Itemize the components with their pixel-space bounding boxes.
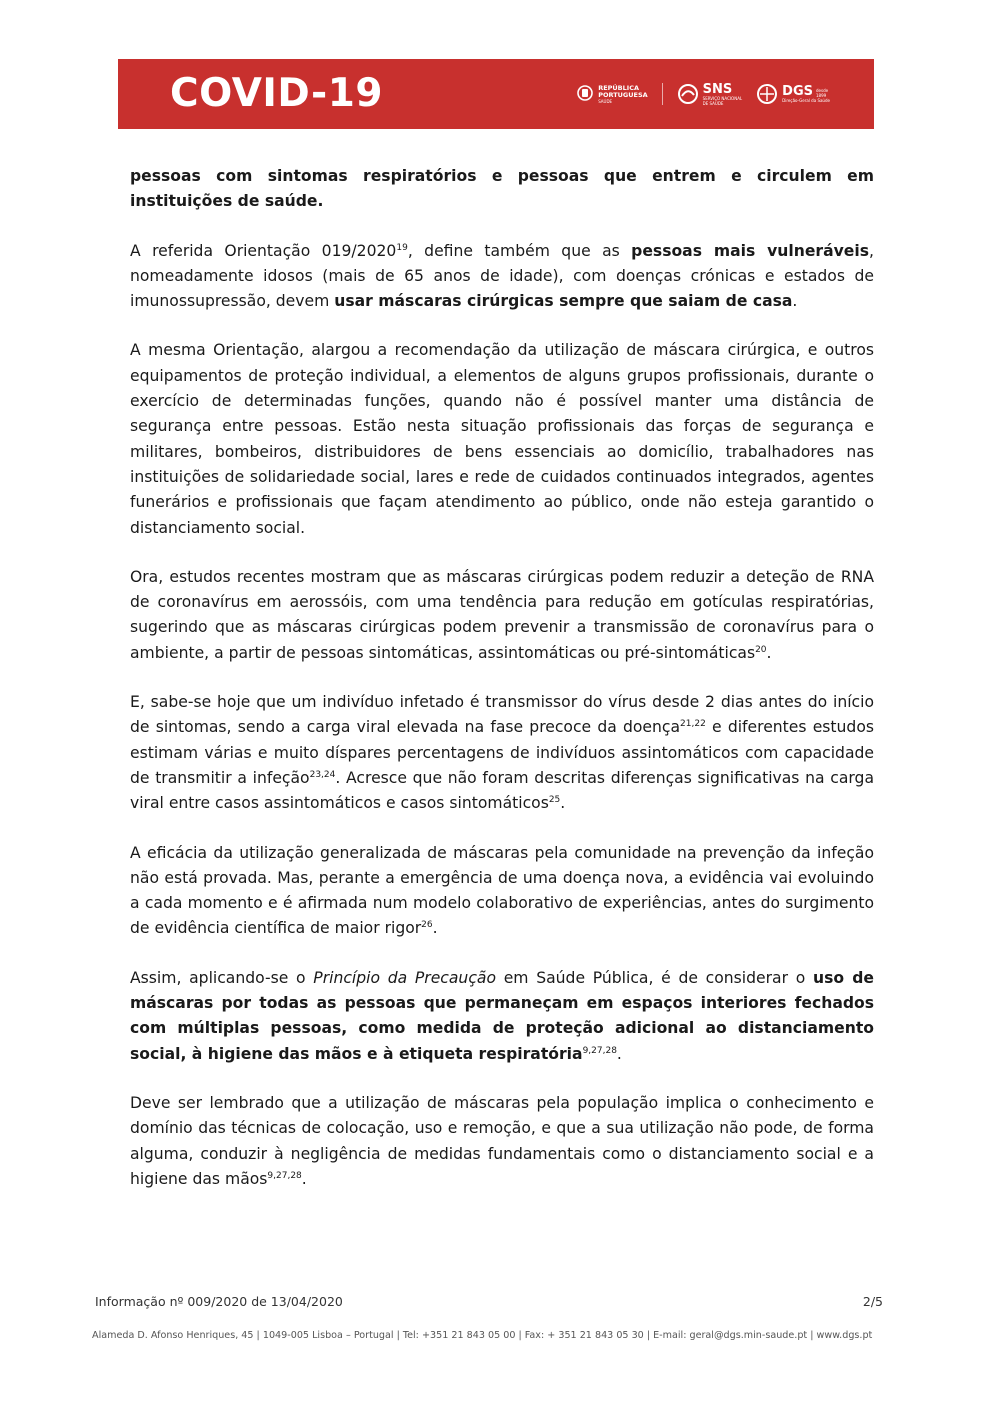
footnote-ref: 9,27,28 (582, 1045, 617, 1056)
republica-line2: PORTUGUESA (598, 90, 648, 99)
paragraph-1 (130, 164, 874, 215)
sns-title: SNS (702, 81, 733, 97)
dgs-sub: Direção-Geral da Saúde (782, 98, 830, 103)
footnote-ref: 25 (548, 795, 561, 806)
dgs-since: desde 1899 (816, 88, 829, 98)
p2-text-4: . (792, 292, 798, 311)
paragraph-7 (130, 966, 874, 1067)
p2-bold-2: usar máscaras cirúrgicas sempre que saiam de casa (334, 292, 793, 311)
p3-text-1: A mesma Orientação, alargou a recomendação da utilização de máscara cirúrgica, e outros equipamentos de proteção individual, a elementos de alguns grupos profissionais, durante o exercício de determinadas funções, quando não é possível manter uma distância de segurança entre pessoas. Estão nesta situação profissionais das forças de segurança e militares, bombeiros, distribuidores de bens essenciais ao domicílio, trabalhadores nas instituições de solidariedade social, lares e rede de cuidados continuados integrados, agentes funerários e profissionais que façam atendimento ao público, onde não esteja garantido o distanciamento social. (130, 341, 874, 537)
paragraph-6 (130, 841, 874, 942)
footnote-ref: 23,24 (309, 769, 336, 780)
republica-emblem-icon (576, 83, 594, 105)
p5-text-4: . (560, 794, 566, 813)
header-banner (118, 59, 874, 129)
banner-title: COVID-19 (170, 71, 383, 116)
p4-text-2: . (766, 643, 772, 662)
p6-text-2: . (432, 919, 438, 938)
sns-sub1: SERVIÇO NACIONAL (702, 95, 743, 101)
paragraph-8 (130, 1091, 874, 1192)
republica-portuguesa-logo (576, 83, 647, 105)
header-logos (576, 79, 832, 109)
republica-line1: REPÚBLICA (598, 83, 639, 92)
p6-text-1: A eficácia da utilização generalizada de máscaras pela comunidade na prevenção da infeção não está provada. Mas, perante a emergência de uma doença nova, a evidência vai evoluindo a cada momento e é afirmada num modelo colaborativo de experiências, antes do surgimento de evidência científica de maior rigor (130, 843, 874, 938)
sns-swirl-icon (677, 83, 699, 105)
paragraph-3 (130, 338, 874, 540)
p7-bold: uso de máscaras por todas as pessoas que permaneçam em espaços interiores fechados com múltiplas pessoas, como medida de proteção adicional ao distanciamento social, à higiene das mãos e à etiqueta respiratória (130, 968, 875, 1063)
dgs-logo (756, 83, 832, 105)
logo-divider (662, 83, 663, 105)
p5-text-3: . Acresce que não foram descritas diferenças significativas na carga viral entre casos assintomáticos e casos sintomáticos (130, 768, 874, 813)
p1-bold: pessoas com sintomas respiratórios e pessoas que entrem e circulem em instituições de saúde. (130, 167, 874, 211)
p7-text-1: Assim, aplicando-se o (130, 968, 314, 987)
footer-address: Alameda D. Afonso Henriques, 45 | 1049-005 Lisboa – Portugal | Tel: +351 21 843 05 00 | Fax: + 351 21 843 05 30 | E-mail: geral@dgs.min-saude.pt | www.dgs.pt (92, 1330, 873, 1341)
footnote-ref: 9,27,28 (267, 1170, 302, 1181)
dgs-emblem-icon (756, 83, 778, 105)
paragraph-4 (130, 565, 874, 666)
p8-text-2: . (301, 1169, 307, 1188)
sns-logo (677, 83, 743, 106)
republica-sub: SAÚDE (598, 98, 613, 104)
p7-text-2: em Saúde Pública, é de considerar o (496, 968, 813, 987)
dgs-title: DGS (782, 84, 813, 99)
p2-text-1: A referida Orientação 019/2020 (130, 241, 397, 260)
p2-bold-1: pessoas mais vulneráveis (631, 241, 870, 260)
footnote-ref: 20 (755, 644, 767, 655)
p7-italic: Princípio da Precaução (313, 968, 496, 987)
p8-text-1: Deve ser lembrado que a utilização de máscaras pela população implica o conhecimento e domínio das técnicas de colocação, uso e remoção, e que a sua utilização não pode, de forma alguma, conduzir à negligência de medidas fundamentais como o distanciamento social e a higiene das mãos (130, 1093, 874, 1188)
footer-document-info: Informação nº 009/2020 de 13/04/2020 (95, 1294, 343, 1309)
document-body (130, 164, 874, 1216)
p7-text-3: . (616, 1044, 622, 1063)
footnote-ref: 21,22 (680, 719, 706, 730)
p4-text-1: Ora, estudos recentes mostram que as máscaras cirúrgicas podem reduzir a deteção de RNA de coronavírus em aerossóis, com uma tendência para redução em gotículas respiratórias, sugerindo que as máscaras cirúrgicas podem prevenir a transmissão de coronavírus para o ambiente, a partir de pessoas sintomáticas, assintomáticas ou pré-sintomáticas (130, 567, 874, 662)
p5-text-1: E, sabe-se hoje que um indivíduo infetado é transmissor do vírus desde 2 dias antes do início de sintomas, sendo a carga viral elevada na fase precoce da doença (130, 693, 874, 737)
sns-sub2: DE SAÚDE (702, 100, 724, 106)
paragraph-5 (130, 690, 874, 816)
footer-page-number: 2/5 (862, 1294, 883, 1309)
paragraph-2 (130, 239, 874, 315)
p2-text-2: , define também que as (407, 241, 632, 260)
footnote-ref: 19 (396, 242, 408, 253)
p5-text-2: e diferentes estudos estimam várias e muito díspares percentagens de indivíduos assintomáticos com capacidade de transmitir a infeção (130, 718, 874, 787)
footnote-ref: 26 (421, 920, 433, 931)
p2-text-3: , nomeadamente idosos (mais de 65 anos de idade), com doenças crónicas e estados de imunossupressão, devem (130, 241, 874, 311)
